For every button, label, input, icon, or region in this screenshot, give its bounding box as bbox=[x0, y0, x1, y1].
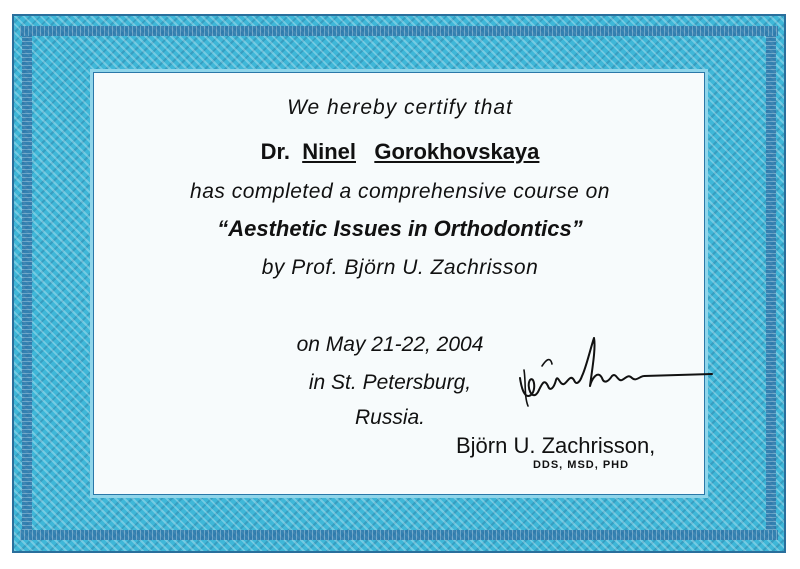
course-city: in St. Petersburg, bbox=[308, 371, 472, 394]
certify-line: We hereby certify that bbox=[287, 96, 513, 119]
certificate-body bbox=[93, 72, 705, 495]
completed-line: has completed a comprehensive course on bbox=[190, 180, 610, 203]
border-band-top bbox=[20, 26, 778, 36]
border-band-bottom bbox=[20, 530, 778, 540]
signatory-credentials: DDS, MSD, PHD bbox=[532, 459, 630, 471]
course-date: on May 21-22, 2004 bbox=[296, 333, 484, 356]
signatory-name: Björn U. Zachrisson, bbox=[456, 433, 656, 458]
recipient-last-name: Gorokhovskaya bbox=[374, 139, 540, 164]
instructor-byline: by Prof. Björn U. Zachrisson bbox=[261, 256, 539, 279]
recipient-prefix: Dr. bbox=[260, 139, 290, 164]
recipient-first-name: Ninel bbox=[302, 139, 356, 164]
course-title: “Aesthetic Issues in Orthodontics” bbox=[217, 216, 583, 241]
course-country: Russia. bbox=[354, 406, 426, 429]
recipient-name bbox=[0, 139, 800, 165]
handwritten-signature bbox=[512, 330, 717, 430]
